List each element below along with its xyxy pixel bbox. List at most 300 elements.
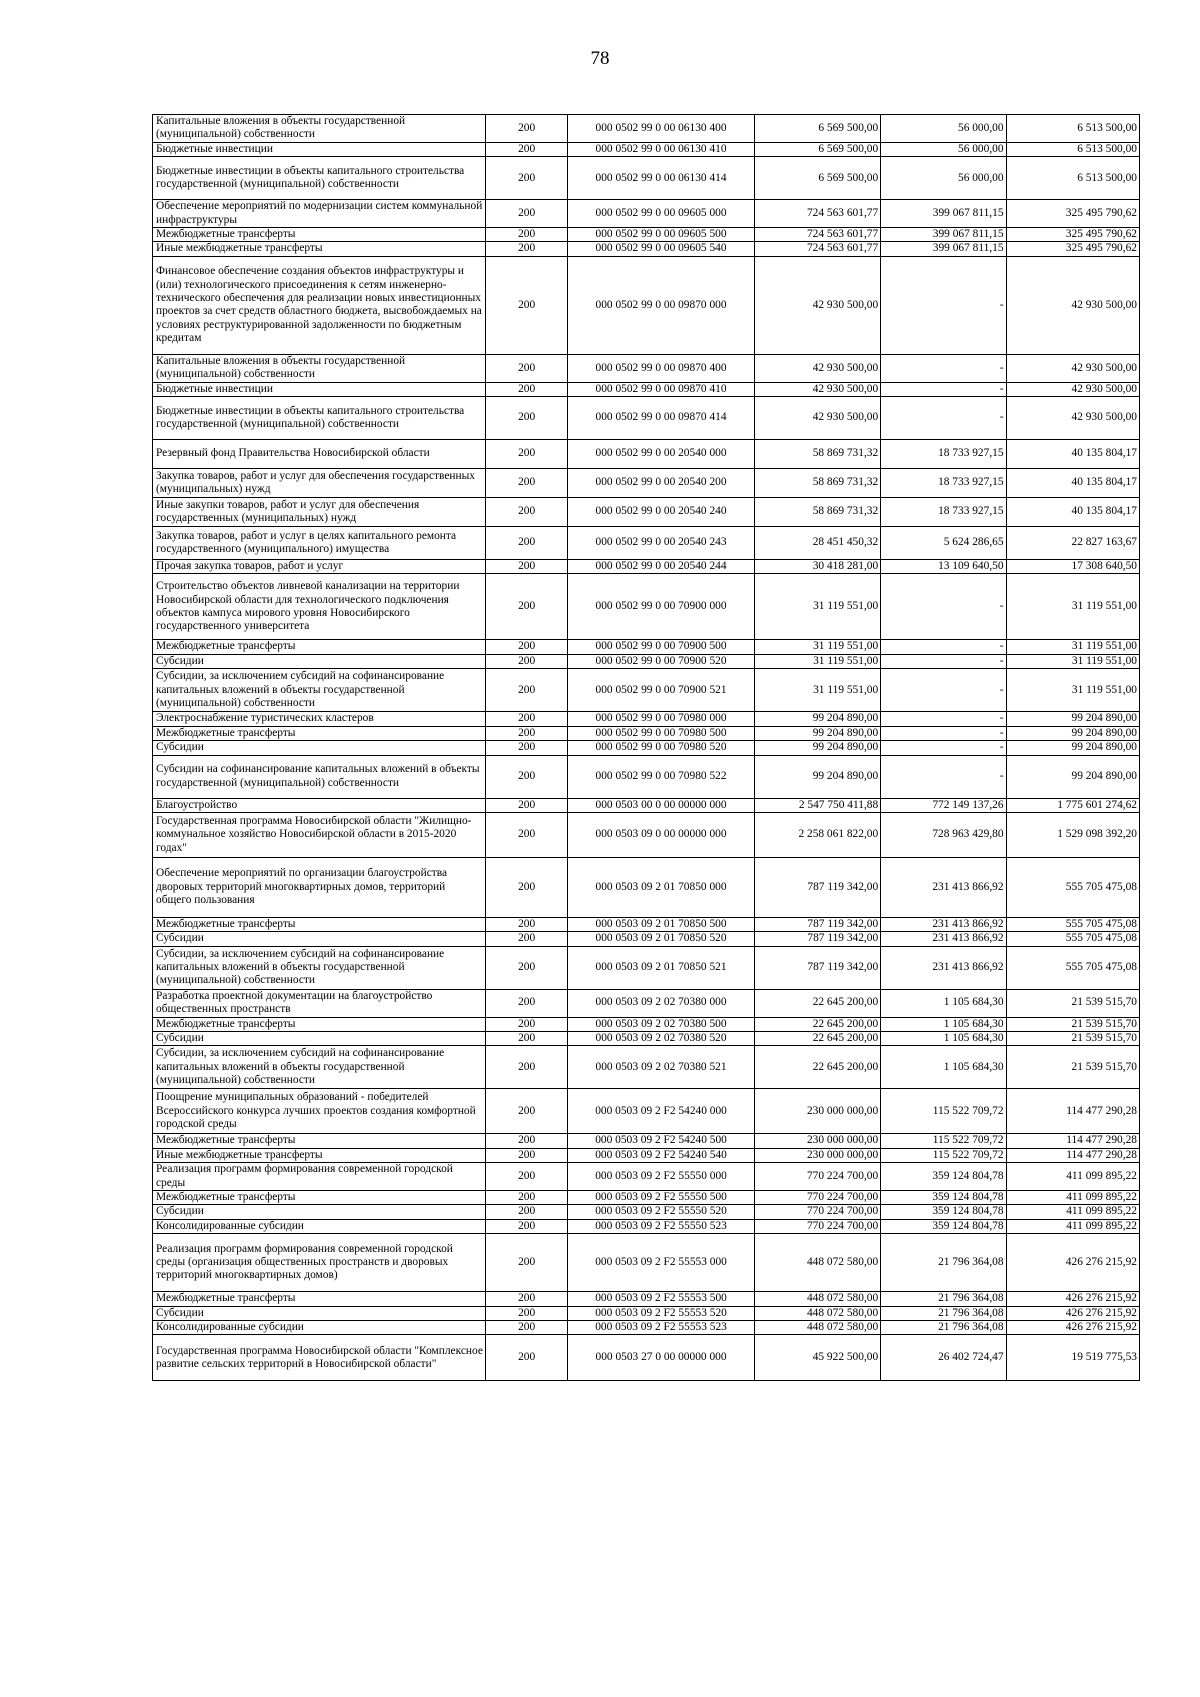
row-remaining-amount-cell: 42 930 500,00	[1006, 256, 1139, 354]
row-name-cell: Электроснабжение туристических кластеров	[153, 712, 486, 726]
table-row	[153, 1190, 1140, 1204]
row-remaining-amount-cell: 1 529 098 392,20	[1006, 812, 1139, 857]
row-executed-amount-cell: 1 105 684,30	[881, 1046, 1006, 1089]
row-name-cell: Субсидии, за исключением субсидий на софинансирование капитальных вложений в объекты государственной (муниципальной) собственности	[153, 1046, 486, 1089]
row-name-cell: Государственная программа Новосибирской области "Комплексное развитие сельских территорий в Новосибирской области"	[153, 1335, 486, 1381]
table-row	[153, 157, 1140, 200]
row-admin-code-cell: 200	[486, 654, 568, 668]
row-budget-code-cell: 000 0503 09 2 F2 55553 520	[568, 1306, 755, 1320]
row-remaining-amount-cell: 325 495 790,62	[1006, 228, 1139, 242]
row-admin-code-cell: 200	[486, 527, 568, 560]
row-budget-code-cell: 000 0502 99 0 00 70900 520	[568, 654, 755, 668]
row-budget-code-cell: 000 0502 99 0 00 70980 522	[568, 755, 755, 798]
row-remaining-amount-cell: 6 513 500,00	[1006, 157, 1139, 200]
row-remaining-amount-cell: 21 539 515,70	[1006, 1046, 1139, 1089]
row-approved-amount-cell: 31 119 551,00	[754, 640, 880, 654]
row-budget-code-cell: 000 0503 09 2 F2 55553 000	[568, 1234, 755, 1292]
row-budget-code-cell: 000 0503 09 2 01 70850 520	[568, 932, 755, 946]
table-row	[153, 1306, 1140, 1320]
row-budget-code-cell: 000 0502 99 0 00 06130 414	[568, 157, 755, 200]
row-approved-amount-cell: 22 645 200,00	[754, 1017, 880, 1031]
row-budget-code-cell: 000 0502 99 0 00 09870 414	[568, 397, 755, 440]
row-admin-code-cell: 200	[486, 1148, 568, 1162]
row-admin-code-cell: 200	[486, 989, 568, 1017]
row-executed-amount-cell: 1 105 684,30	[881, 1017, 1006, 1031]
row-budget-code-cell: 000 0502 99 0 00 20540 244	[568, 560, 755, 574]
row-approved-amount-cell: 770 224 700,00	[754, 1205, 880, 1219]
table-row	[153, 1335, 1140, 1381]
table-row	[153, 812, 1140, 857]
row-admin-code-cell: 200	[486, 115, 568, 143]
row-admin-code-cell: 200	[486, 142, 568, 156]
row-remaining-amount-cell: 31 119 551,00	[1006, 669, 1139, 712]
row-approved-amount-cell: 724 563 601,77	[754, 200, 880, 228]
row-remaining-amount-cell: 21 539 515,70	[1006, 1031, 1139, 1045]
row-budget-code-cell: 000 0503 09 2 F2 55550 000	[568, 1163, 755, 1191]
row-admin-code-cell: 200	[486, 228, 568, 242]
row-admin-code-cell: 200	[486, 1219, 568, 1233]
row-approved-amount-cell: 99 204 890,00	[754, 712, 880, 726]
row-budget-code-cell: 000 0502 99 0 00 06130 410	[568, 142, 755, 156]
row-remaining-amount-cell: 555 705 475,08	[1006, 932, 1139, 946]
row-name-cell: Иные межбюджетные трансферты	[153, 242, 486, 256]
row-approved-amount-cell: 31 119 551,00	[754, 574, 880, 640]
row-approved-amount-cell: 42 930 500,00	[754, 354, 880, 382]
row-budget-code-cell: 000 0503 09 2 02 70380 520	[568, 1031, 755, 1045]
row-approved-amount-cell: 724 563 601,77	[754, 242, 880, 256]
table-row	[153, 115, 1140, 143]
table-row	[153, 917, 1140, 931]
row-budget-code-cell: 000 0502 99 0 00 09870 410	[568, 382, 755, 396]
row-admin-code-cell: 200	[486, 1335, 568, 1381]
row-remaining-amount-cell: 325 495 790,62	[1006, 242, 1139, 256]
table-row	[153, 354, 1140, 382]
row-name-cell: Субсидии, за исключением субсидий на софинансирование капитальных вложений в объекты государственной (муниципальной) собственности	[153, 946, 486, 989]
row-name-cell: Межбюджетные трансферты	[153, 917, 486, 931]
row-admin-code-cell: 200	[486, 1163, 568, 1191]
row-remaining-amount-cell: 411 099 895,22	[1006, 1163, 1139, 1191]
row-budget-code-cell: 000 0502 99 0 00 06130 400	[568, 115, 755, 143]
row-approved-amount-cell: 45 922 500,00	[754, 1335, 880, 1381]
row-approved-amount-cell: 31 119 551,00	[754, 669, 880, 712]
table-row	[153, 242, 1140, 256]
row-budget-code-cell: 000 0502 99 0 00 09605 540	[568, 242, 755, 256]
row-name-cell: Субсидии	[153, 654, 486, 668]
row-budget-code-cell: 000 0503 09 2 F2 55553 500	[568, 1292, 755, 1306]
row-approved-amount-cell: 787 119 342,00	[754, 917, 880, 931]
row-name-cell: Поощрение муниципальных образований - победителей Всероссийского конкурса лучших проектов создания комфортной городской среды	[153, 1089, 486, 1134]
row-name-cell: Межбюджетные трансферты	[153, 1134, 486, 1148]
budget-execution-table	[152, 114, 1140, 1381]
row-admin-code-cell: 200	[486, 669, 568, 712]
row-name-cell: Разработка проектной документации на благоустройство общественных пространств	[153, 989, 486, 1017]
row-remaining-amount-cell: 411 099 895,22	[1006, 1190, 1139, 1204]
row-budget-code-cell: 000 0503 09 2 F2 54240 500	[568, 1134, 755, 1148]
row-executed-amount-cell: -	[881, 354, 1006, 382]
table-row	[153, 654, 1140, 668]
row-approved-amount-cell: 30 418 281,00	[754, 560, 880, 574]
row-executed-amount-cell: 13 109 640,50	[881, 560, 1006, 574]
row-executed-amount-cell: 21 796 364,08	[881, 1321, 1006, 1335]
row-name-cell: Закупка товаров, работ и услуг в целях капитального ремонта государственного (муниципального) имущества	[153, 527, 486, 560]
row-budget-code-cell: 000 0503 09 2 F2 55550 523	[568, 1219, 755, 1233]
row-executed-amount-cell: 728 963 429,80	[881, 812, 1006, 857]
table-row	[153, 932, 1140, 946]
row-executed-amount-cell: 18 733 927,15	[881, 440, 1006, 469]
row-admin-code-cell: 200	[486, 440, 568, 469]
row-budget-code-cell: 000 0502 99 0 00 20540 243	[568, 527, 755, 560]
row-budget-code-cell: 000 0502 99 0 00 20540 200	[568, 469, 755, 498]
row-name-cell: Субсидии	[153, 932, 486, 946]
row-executed-amount-cell: 359 124 804,78	[881, 1219, 1006, 1233]
row-admin-code-cell: 200	[486, 712, 568, 726]
row-name-cell: Субсидии	[153, 741, 486, 755]
row-name-cell: Субсидии	[153, 1205, 486, 1219]
row-executed-amount-cell: 231 413 866,92	[881, 946, 1006, 989]
row-admin-code-cell: 200	[486, 1205, 568, 1219]
row-executed-amount-cell: 115 522 709,72	[881, 1089, 1006, 1134]
table-row	[153, 1046, 1140, 1089]
row-remaining-amount-cell: 99 204 890,00	[1006, 712, 1139, 726]
table-row	[153, 440, 1140, 469]
row-admin-code-cell: 200	[486, 200, 568, 228]
table-row	[153, 1134, 1140, 1148]
row-budget-code-cell: 000 0503 09 2 F2 54240 540	[568, 1148, 755, 1162]
row-approved-amount-cell: 22 645 200,00	[754, 989, 880, 1017]
row-name-cell: Бюджетные инвестиции	[153, 382, 486, 396]
row-budget-code-cell: 000 0502 99 0 00 09605 500	[568, 228, 755, 242]
row-admin-code-cell: 200	[486, 1017, 568, 1031]
row-name-cell: Финансовое обеспечение создания объектов инфраструктуры и (или) технологического присоединения к сетям инженерно-технического обеспечения для реализации новых инвестиционных проектов за счет средств областного бюджета, высвобождаемых на условиях реструктурированной задолженности по бюджетным кредитам	[153, 256, 486, 354]
row-name-cell: Бюджетные инвестиции в объекты капитального строительства государственной (муниципальной) собственности	[153, 157, 486, 200]
row-approved-amount-cell: 787 119 342,00	[754, 932, 880, 946]
row-executed-amount-cell: -	[881, 741, 1006, 755]
row-admin-code-cell: 200	[486, 798, 568, 812]
row-name-cell: Капитальные вложения в объекты государственной (муниципальной) собственности	[153, 115, 486, 143]
row-executed-amount-cell: 115 522 709,72	[881, 1134, 1006, 1148]
table-row	[153, 1031, 1140, 1045]
row-budget-code-cell: 000 0502 99 0 00 70980 500	[568, 726, 755, 740]
row-approved-amount-cell: 787 119 342,00	[754, 857, 880, 917]
row-remaining-amount-cell: 21 539 515,70	[1006, 1017, 1139, 1031]
row-admin-code-cell: 200	[486, 382, 568, 396]
row-remaining-amount-cell: 411 099 895,22	[1006, 1219, 1139, 1233]
row-executed-amount-cell: 231 413 866,92	[881, 932, 1006, 946]
row-executed-amount-cell: 231 413 866,92	[881, 857, 1006, 917]
table-row	[153, 1148, 1140, 1162]
row-remaining-amount-cell: 6 513 500,00	[1006, 142, 1139, 156]
row-name-cell: Реализация программ формирования современной городской среды (организация общественных пространств и дворовых территорий многоквартирных домов)	[153, 1234, 486, 1292]
row-approved-amount-cell: 99 204 890,00	[754, 741, 880, 755]
row-executed-amount-cell: 1 105 684,30	[881, 989, 1006, 1017]
table-row	[153, 200, 1140, 228]
row-remaining-amount-cell: 555 705 475,08	[1006, 857, 1139, 917]
row-executed-amount-cell: 399 067 811,15	[881, 200, 1006, 228]
row-approved-amount-cell: 230 000 000,00	[754, 1089, 880, 1134]
row-remaining-amount-cell: 31 119 551,00	[1006, 654, 1139, 668]
row-name-cell: Бюджетные инвестиции	[153, 142, 486, 156]
row-remaining-amount-cell: 42 930 500,00	[1006, 354, 1139, 382]
row-name-cell: Межбюджетные трансферты	[153, 1190, 486, 1204]
row-admin-code-cell: 200	[486, 755, 568, 798]
row-budget-code-cell: 000 0503 09 2 F2 55550 520	[568, 1205, 755, 1219]
row-name-cell: Бюджетные инвестиции в объекты капитального строительства государственной (муниципальной) собственности	[153, 397, 486, 440]
row-name-cell: Государственная программа Новосибирской области "Жилищно-коммунальное хозяйство Новосибирской области в 2015-2020 годах"	[153, 812, 486, 857]
row-admin-code-cell: 200	[486, 812, 568, 857]
row-remaining-amount-cell: 426 276 215,92	[1006, 1292, 1139, 1306]
table-row	[153, 712, 1140, 726]
row-name-cell: Обеспечение мероприятий по модернизации систем коммунальной инфраструктуры	[153, 200, 486, 228]
row-executed-amount-cell: 56 000,00	[881, 142, 1006, 156]
table-body	[153, 115, 1140, 1381]
row-name-cell: Межбюджетные трансферты	[153, 1292, 486, 1306]
table-row	[153, 1163, 1140, 1191]
row-approved-amount-cell: 2 547 750 411,88	[754, 798, 880, 812]
row-approved-amount-cell: 42 930 500,00	[754, 256, 880, 354]
row-budget-code-cell: 000 0502 99 0 00 09870 400	[568, 354, 755, 382]
row-name-cell: Благоустройство	[153, 798, 486, 812]
row-budget-code-cell: 000 0503 09 2 F2 55553 523	[568, 1321, 755, 1335]
row-approved-amount-cell: 28 451 450,32	[754, 527, 880, 560]
row-name-cell: Субсидии	[153, 1306, 486, 1320]
row-remaining-amount-cell: 19 519 775,53	[1006, 1335, 1139, 1381]
row-executed-amount-cell: -	[881, 640, 1006, 654]
row-name-cell: Закупка товаров, работ и услуг для обеспечения государственных (муниципальных) нужд	[153, 469, 486, 498]
row-remaining-amount-cell: 22 827 163,67	[1006, 527, 1139, 560]
row-executed-amount-cell: -	[881, 574, 1006, 640]
table-row	[153, 726, 1140, 740]
row-executed-amount-cell: -	[881, 382, 1006, 396]
row-budget-code-cell: 000 0502 99 0 00 70900 521	[568, 669, 755, 712]
row-remaining-amount-cell: 99 204 890,00	[1006, 741, 1139, 755]
row-admin-code-cell: 200	[486, 560, 568, 574]
row-remaining-amount-cell: 114 477 290,28	[1006, 1148, 1139, 1162]
row-remaining-amount-cell: 1 775 601 274,62	[1006, 798, 1139, 812]
table-row	[153, 640, 1140, 654]
row-budget-code-cell: 000 0503 00 0 00 00000 000	[568, 798, 755, 812]
row-name-cell: Строительство объектов ливневой канализации на территории Новосибирской области для технологического подключения объектов кампуса мирового уровня Новосибирского государственного университета	[153, 574, 486, 640]
row-budget-code-cell: 000 0502 99 0 00 20540 000	[568, 440, 755, 469]
row-admin-code-cell: 200	[486, 256, 568, 354]
row-admin-code-cell: 200	[486, 917, 568, 931]
table-row	[153, 256, 1140, 354]
row-admin-code-cell: 200	[486, 498, 568, 527]
page-number: 78	[590, 48, 610, 69]
row-remaining-amount-cell: 114 477 290,28	[1006, 1134, 1139, 1148]
row-name-cell: Прочая закупка товаров, работ и услуг	[153, 560, 486, 574]
row-name-cell: Межбюджетные трансферты	[153, 228, 486, 242]
row-approved-amount-cell: 58 869 731,32	[754, 440, 880, 469]
row-approved-amount-cell: 6 569 500,00	[754, 115, 880, 143]
row-executed-amount-cell: -	[881, 256, 1006, 354]
row-remaining-amount-cell: 426 276 215,92	[1006, 1306, 1139, 1320]
row-executed-amount-cell: 115 522 709,72	[881, 1148, 1006, 1162]
row-approved-amount-cell: 6 569 500,00	[754, 142, 880, 156]
row-budget-code-cell: 000 0502 99 0 00 09870 000	[568, 256, 755, 354]
row-name-cell: Обеспечение мероприятий по организации благоустройства дворовых территорий многоквартирных домов, территорий общего пользования	[153, 857, 486, 917]
row-remaining-amount-cell: 555 705 475,08	[1006, 917, 1139, 931]
row-executed-amount-cell: 359 124 804,78	[881, 1205, 1006, 1219]
table-row	[153, 397, 1140, 440]
row-remaining-amount-cell: 40 135 804,17	[1006, 469, 1139, 498]
row-admin-code-cell: 200	[486, 1321, 568, 1335]
row-approved-amount-cell: 230 000 000,00	[754, 1134, 880, 1148]
row-budget-code-cell: 000 0503 09 2 02 70380 500	[568, 1017, 755, 1031]
row-executed-amount-cell: 5 624 286,65	[881, 527, 1006, 560]
row-approved-amount-cell: 770 224 700,00	[754, 1163, 880, 1191]
row-budget-code-cell: 000 0503 09 2 F2 55550 500	[568, 1190, 755, 1204]
row-admin-code-cell: 200	[486, 1190, 568, 1204]
row-admin-code-cell: 200	[486, 354, 568, 382]
row-budget-code-cell: 000 0503 09 2 F2 54240 000	[568, 1089, 755, 1134]
row-approved-amount-cell: 42 930 500,00	[754, 397, 880, 440]
row-name-cell: Субсидии	[153, 1031, 486, 1045]
row-budget-code-cell: 000 0502 99 0 00 70980 000	[568, 712, 755, 726]
table-row	[153, 1234, 1140, 1292]
row-approved-amount-cell: 22 645 200,00	[754, 1046, 880, 1089]
row-remaining-amount-cell: 6 513 500,00	[1006, 115, 1139, 143]
table-row	[153, 1017, 1140, 1031]
row-approved-amount-cell: 58 869 731,32	[754, 469, 880, 498]
table-row	[153, 560, 1140, 574]
row-executed-amount-cell: 772 149 137,26	[881, 798, 1006, 812]
row-remaining-amount-cell: 31 119 551,00	[1006, 640, 1139, 654]
row-name-cell: Консолидированные субсидии	[153, 1219, 486, 1233]
row-budget-code-cell: 000 0503 09 2 01 70850 000	[568, 857, 755, 917]
row-executed-amount-cell: 56 000,00	[881, 157, 1006, 200]
row-executed-amount-cell: -	[881, 654, 1006, 668]
row-executed-amount-cell: -	[881, 726, 1006, 740]
row-approved-amount-cell: 58 869 731,32	[754, 498, 880, 527]
row-executed-amount-cell: 21 796 364,08	[881, 1292, 1006, 1306]
row-executed-amount-cell: -	[881, 669, 1006, 712]
row-admin-code-cell: 200	[486, 932, 568, 946]
table-row	[153, 741, 1140, 755]
row-admin-code-cell: 200	[486, 857, 568, 917]
row-executed-amount-cell: 359 124 804,78	[881, 1190, 1006, 1204]
row-name-cell: Межбюджетные трансферты	[153, 1017, 486, 1031]
row-budget-code-cell: 000 0502 99 0 00 70980 520	[568, 741, 755, 755]
row-budget-code-cell: 000 0503 09 0 00 00000 000	[568, 812, 755, 857]
table-row	[153, 755, 1140, 798]
row-approved-amount-cell: 42 930 500,00	[754, 382, 880, 396]
row-executed-amount-cell: 56 000,00	[881, 115, 1006, 143]
row-name-cell: Капитальные вложения в объекты государственной (муниципальной) собственности	[153, 354, 486, 382]
row-executed-amount-cell: 26 402 724,47	[881, 1335, 1006, 1381]
row-admin-code-cell: 200	[486, 1046, 568, 1089]
row-approved-amount-cell: 724 563 601,77	[754, 228, 880, 242]
row-name-cell: Иные закупки товаров, работ и услуг для обеспечения государственных (муниципальных) нужд	[153, 498, 486, 527]
row-budget-code-cell: 000 0503 09 2 02 70380 000	[568, 989, 755, 1017]
table-row	[153, 498, 1140, 527]
row-name-cell: Межбюджетные трансферты	[153, 726, 486, 740]
table-row	[153, 946, 1140, 989]
row-remaining-amount-cell: 17 308 640,50	[1006, 560, 1139, 574]
row-approved-amount-cell: 787 119 342,00	[754, 946, 880, 989]
row-budget-code-cell: 000 0503 09 2 01 70850 500	[568, 917, 755, 931]
table-row	[153, 857, 1140, 917]
row-admin-code-cell: 200	[486, 1306, 568, 1320]
row-remaining-amount-cell: 42 930 500,00	[1006, 382, 1139, 396]
row-executed-amount-cell: 21 796 364,08	[881, 1306, 1006, 1320]
row-admin-code-cell: 200	[486, 1031, 568, 1045]
row-name-cell: Субсидии на софинансирование капитальных вложений в объекты государственной (муниципальной) собственности	[153, 755, 486, 798]
row-admin-code-cell: 200	[486, 1234, 568, 1292]
table-row	[153, 228, 1140, 242]
table-row	[153, 1205, 1140, 1219]
row-approved-amount-cell: 22 645 200,00	[754, 1031, 880, 1045]
row-budget-code-cell: 000 0502 99 0 00 70900 000	[568, 574, 755, 640]
row-remaining-amount-cell: 21 539 515,70	[1006, 989, 1139, 1017]
row-approved-amount-cell: 770 224 700,00	[754, 1219, 880, 1233]
row-remaining-amount-cell: 114 477 290,28	[1006, 1089, 1139, 1134]
row-budget-code-cell: 000 0503 27 0 00 00000 000	[568, 1335, 755, 1381]
row-admin-code-cell: 200	[486, 1292, 568, 1306]
row-budget-code-cell: 000 0502 99 0 00 20540 240	[568, 498, 755, 527]
row-executed-amount-cell: 399 067 811,15	[881, 228, 1006, 242]
row-approved-amount-cell: 770 224 700,00	[754, 1190, 880, 1204]
row-name-cell: Реализация программ формирования современной городской среды	[153, 1163, 486, 1191]
row-remaining-amount-cell: 411 099 895,22	[1006, 1205, 1139, 1219]
table-row	[153, 989, 1140, 1017]
row-remaining-amount-cell: 40 135 804,17	[1006, 498, 1139, 527]
row-approved-amount-cell: 99 204 890,00	[754, 726, 880, 740]
table-row	[153, 1219, 1140, 1233]
table-row	[153, 382, 1140, 396]
row-admin-code-cell: 200	[486, 726, 568, 740]
row-admin-code-cell: 200	[486, 397, 568, 440]
row-executed-amount-cell: 359 124 804,78	[881, 1163, 1006, 1191]
row-admin-code-cell: 200	[486, 640, 568, 654]
row-admin-code-cell: 200	[486, 157, 568, 200]
row-approved-amount-cell: 448 072 580,00	[754, 1292, 880, 1306]
row-executed-amount-cell: -	[881, 755, 1006, 798]
table-row	[153, 527, 1140, 560]
table-row	[153, 469, 1140, 498]
row-remaining-amount-cell: 40 135 804,17	[1006, 440, 1139, 469]
row-admin-code-cell: 200	[486, 1134, 568, 1148]
row-approved-amount-cell: 230 000 000,00	[754, 1148, 880, 1162]
row-admin-code-cell: 200	[486, 242, 568, 256]
row-remaining-amount-cell: 426 276 215,92	[1006, 1321, 1139, 1335]
row-budget-code-cell: 000 0503 09 2 02 70380 521	[568, 1046, 755, 1089]
row-remaining-amount-cell: 99 204 890,00	[1006, 755, 1139, 798]
row-name-cell: Консолидированные субсидии	[153, 1321, 486, 1335]
row-admin-code-cell: 200	[486, 574, 568, 640]
row-executed-amount-cell: 18 733 927,15	[881, 469, 1006, 498]
row-budget-code-cell: 000 0502 99 0 00 70900 500	[568, 640, 755, 654]
row-remaining-amount-cell: 555 705 475,08	[1006, 946, 1139, 989]
row-name-cell: Иные межбюджетные трансферты	[153, 1148, 486, 1162]
table-row	[153, 798, 1140, 812]
row-executed-amount-cell: 18 733 927,15	[881, 498, 1006, 527]
table-row	[153, 669, 1140, 712]
row-admin-code-cell: 200	[486, 946, 568, 989]
row-budget-code-cell: 000 0503 09 2 01 70850 521	[568, 946, 755, 989]
row-admin-code-cell: 200	[486, 741, 568, 755]
row-remaining-amount-cell: 325 495 790,62	[1006, 200, 1139, 228]
row-remaining-amount-cell: 99 204 890,00	[1006, 726, 1139, 740]
row-approved-amount-cell: 448 072 580,00	[754, 1306, 880, 1320]
table-row	[153, 1321, 1140, 1335]
row-executed-amount-cell: 21 796 364,08	[881, 1234, 1006, 1292]
row-executed-amount-cell: -	[881, 397, 1006, 440]
row-name-cell: Субсидии, за исключением субсидий на софинансирование капитальных вложений в объекты государственной (муниципальной) собственности	[153, 669, 486, 712]
row-executed-amount-cell: 1 105 684,30	[881, 1031, 1006, 1045]
row-executed-amount-cell: -	[881, 712, 1006, 726]
table-row	[153, 142, 1140, 156]
row-approved-amount-cell: 448 072 580,00	[754, 1321, 880, 1335]
